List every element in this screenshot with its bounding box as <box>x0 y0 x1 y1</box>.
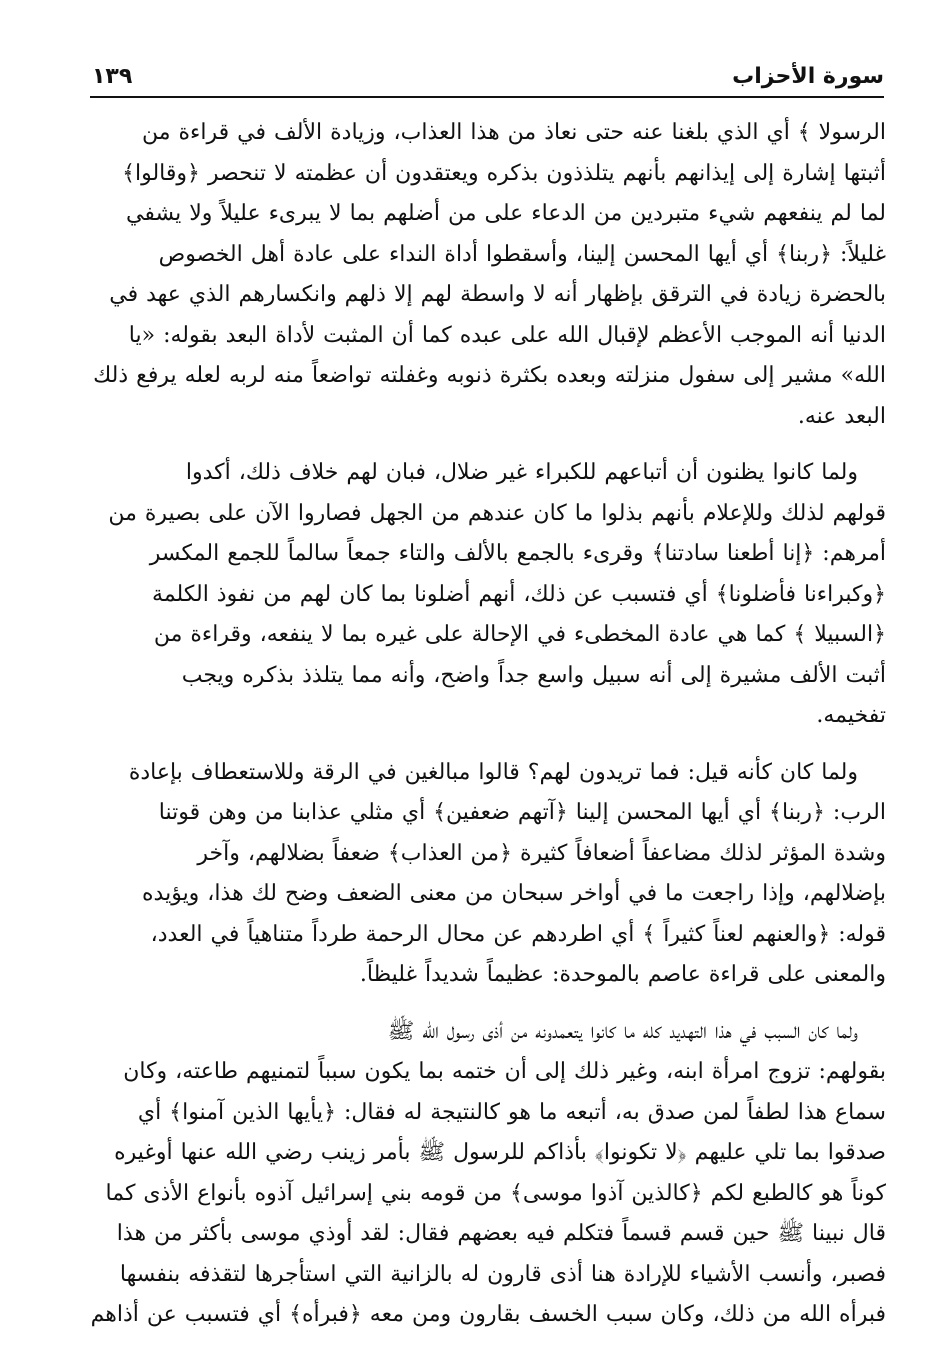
text-line: ﴿السبيلا ﴾ كما هي عادة المخطىء في الإحالة على غيره بما لا ينفعه، وقراءة من <box>153 622 886 647</box>
text-line: بقولهم: تزوج امرأة ابنه، وغير ذلك إلى أن ختمه بما يكون سبباً لتمنيهم طاعته، وكان <box>123 1059 886 1084</box>
text-line: قال نبينا ﷺ حين قسم قسماً فتكلم فيه بعضهم فقال: لقد أوذي موسى بأكثر من هذا <box>116 1221 886 1246</box>
paragraph-4 <box>90 1012 886 1336</box>
text-line: أثبتها إشارة إلى إيذانهم بأنهم يتلذذون بذكره ويعتقدون أن عظمته لا تنحصر ﴿وقالوا﴾ <box>122 160 886 186</box>
text-line: الرب: ﴿ربنا﴾ أي أيها المحسن إلينا ﴿آتهم ضعفين﴾ أي مثلي عذابنا من وهن قوتنا <box>158 800 886 825</box>
text-line: بالحضرة زيادة في الترقق بإظهار أنه لا واسطة لهم إلا ذلهم وانكسارهم الذي عهد في <box>109 282 886 307</box>
paragraph-3 <box>90 753 886 996</box>
header-divider <box>90 96 884 98</box>
text-line: والمعنى على قراءة عاصم بالموحدة: عظيماً شديداً غليظاً. <box>359 962 886 987</box>
text-line: الدنيا أنه الموجب الأعظم لإقبال الله على عبده كما أن المثبت لأداة البعد بقوله: «يا <box>128 322 886 348</box>
text-line: صدقوا بما تلي عليهم ﴿لا تكونوا﴾ بأذاكم للرسول ﷺ بأمر زينب رضي الله عنها أوغيره <box>114 1140 886 1165</box>
text-line: بإضلالهم، وإذا راجعت ما في أواخر سبحان من معنى الضعف وضح لك هذا، ويؤيده <box>142 881 886 906</box>
text-line: وشدة المؤثر لذلك مضاعفاً أضعافاً كثيرة ﴿من العذاب﴾ ضعفاً بضلالهم، وآخر <box>197 840 886 866</box>
text-line: ﴿وكبراءنا فأضلونا﴾ أي فتسبب عن ذلك، أنهم أضلونا بما كان لهم من نفوذ الكلمة <box>152 581 886 607</box>
text-line: قولهم لذلك وللإعلام بأنهم بذلوا ما كان عندهم من الجهل فصاروا الآن على بصيرة من <box>108 500 886 526</box>
text-line: فصبر، وأنسب الأشياء للإرادة هنا أذى قارون له بالزانية التي استأجرها لتقذفه بنفسها <box>119 1261 886 1287</box>
text-line: قوله: ﴿والعنهم لعناً كثيراً ﴾ أي اطردهم عن محال الرحمة طرداً متناهياً في العدد، <box>150 921 886 947</box>
text-line: ولما كانوا يظنون أن أتباعهم للكبراء غير ضلال، فبان لهم خلاف ذلك، أكدوا <box>185 460 858 485</box>
text-line: الرسولا ﴾ أي الذي بلغنا عنه حتى نعاذ من هذا العذاب، وزيادة الألف في قراءة من <box>142 120 886 145</box>
text-line: ولما كان السبب في هذا التهديد كله ما كانوا يتعمدونه من أذى رسول الله ﷺ <box>387 1018 858 1044</box>
text-line: أثبت الألف مشيرة إلى أنه سبيل واسع جداً واضح، وأنه مما يتلذذ بذكره ويجب <box>181 662 886 688</box>
text-line: كوناً هو كالطبع لكم ﴿كالذين آذوا موسى﴾ من قومه بني إسرائيل آذوه بأنواع الأذى كما <box>105 1180 886 1206</box>
page-body <box>90 113 886 1336</box>
text-line: تفخيمه. <box>816 703 886 728</box>
text-line: لما لم ينفعهم شيء متبردين من الدعاء على من أضلهم بما لا يبرىء عليلاً ولا يشفي <box>126 201 886 226</box>
text-line: أمرهم: ﴿إنا أطعنا سادتنا﴾ وقرىء بالجمع بالألف والتاء جمعاً سالماً للجمع المكسر <box>149 541 886 566</box>
surah-title: سورة الأحزاب <box>732 64 884 89</box>
text-line: البعد عنه. <box>797 403 886 429</box>
text-line: ولما كان كأنه قيل: فما تريدون لهم؟ قالوا مبالغين في الرقة وللاستعطاف بإعادة <box>128 759 858 785</box>
paragraph-2 <box>90 453 886 737</box>
page-header <box>92 60 884 94</box>
paragraph-1 <box>90 113 886 437</box>
text-line: فبرأه الله من ذلك، وكان سبب الخسف بقارون ومن معه ﴿فبرأه﴾ أي فتسبب عن أذاهم <box>90 1302 886 1327</box>
page-number: ١٣٩ <box>92 64 133 89</box>
text-line: الله» مشير إلى سفول منزلته وبعده بكثرة ذنوبه وغفلته تواضعاً منه لربه لعله يرفع ذلك <box>93 363 886 388</box>
text-line: غليلاً: ﴿ربنا﴾ أي أيها المحسن إلينا، وأسقطوا أداة النداء على عادة أهل الخصوص <box>158 241 886 267</box>
text-line: سماع هذا لطفاً لمن صدق به، أتبعه ما هو كالنتيجة له فقال: ﴿يأيها الذين آمنوا﴾ أي <box>137 1099 886 1125</box>
